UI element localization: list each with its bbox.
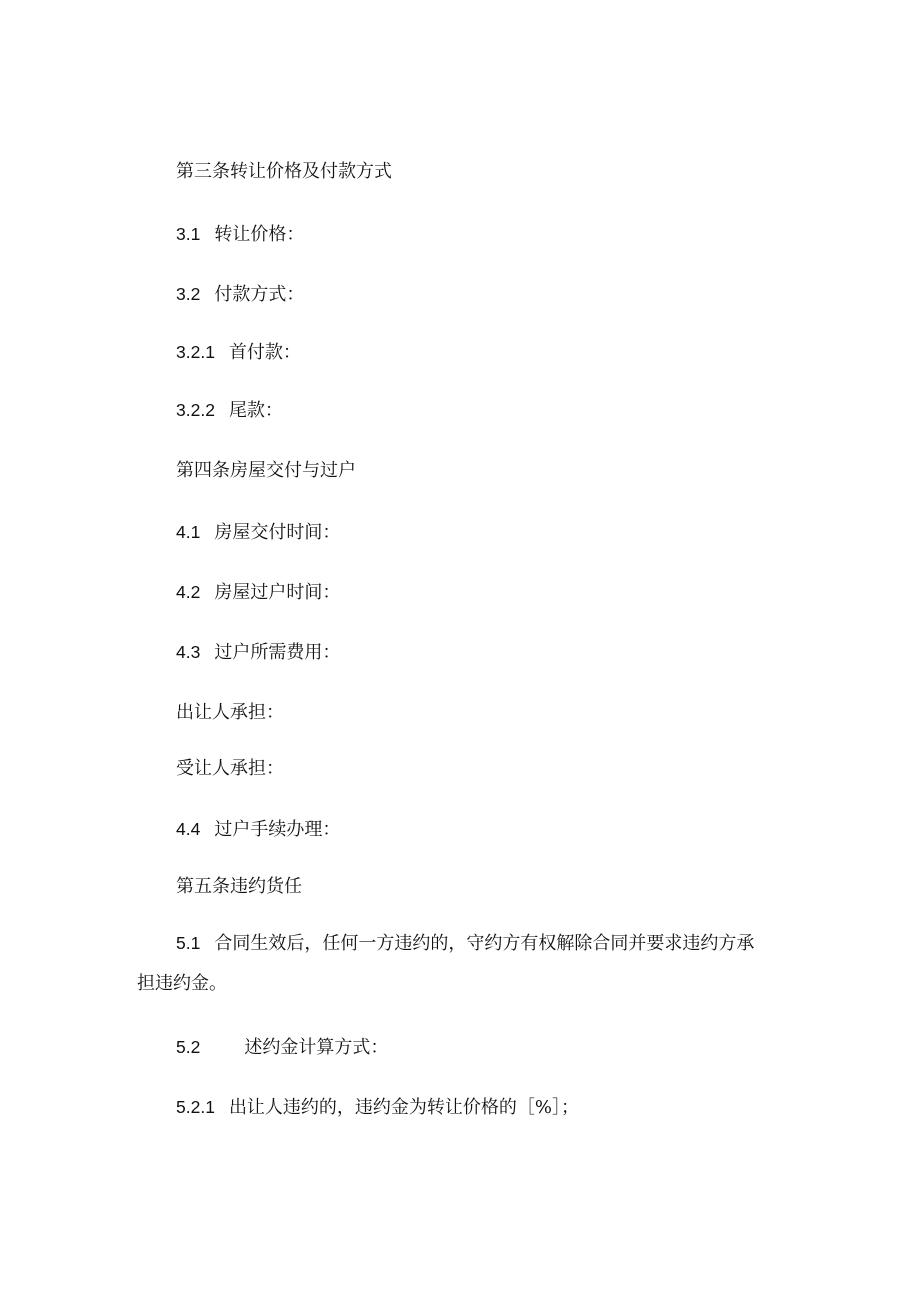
clause-text: 付款方式： [214,284,305,305]
clause-3-2-1 [176,340,301,365]
clause-number: 4.1 [176,522,201,542]
clause-text: 房屋过户时间： [214,582,341,603]
clause-text: 尾款： [228,400,283,421]
clause-text-line1: 合同生效后，任何一方违约的，守约方有权解除合同并要求违约方承 [214,933,755,954]
clause-4-4 [176,817,340,842]
clause-number: 4.4 [176,819,201,839]
clause-text: 首付款： [228,342,301,363]
clause-4-3 [176,640,340,665]
clause-text: 出让人违约的，违约金为转让价格的［%］； [228,1097,580,1118]
clause-text: 房屋交付时间： [214,522,341,543]
clause-number: 3.2.2 [176,400,215,420]
clause-text: 过户所需费用： [214,642,341,663]
clause-number: 3.2 [176,284,201,304]
clause-5-2 [176,1035,388,1060]
clause-number: 4.2 [176,582,201,602]
clause-4-1 [176,520,340,545]
clause-number: 5.2 [176,1037,201,1057]
clause-5-1 [176,931,754,956]
clause-5-1-continuation: 担违约金。 [137,973,227,994]
clause-5-2-1 [176,1095,579,1120]
clause-3-2 [176,282,304,307]
clause-text: 述约金计算方式： [244,1037,389,1058]
clause-3-1 [176,222,304,247]
article-4-title: 第四条房屋交付与过户 [176,460,356,481]
clause-number: 5.2.1 [176,1097,215,1117]
article-5-title: 第五条违约货任 [176,876,302,897]
clause-text: 转让价格： [214,224,305,245]
clause-4-3-buyer: 受让人承担： [176,758,284,779]
clause-number: 3.1 [176,224,201,244]
article-3-title: 第三条转让价格及付款方式 [176,161,392,182]
clause-4-3-seller: 出让人承担： [176,702,284,723]
clause-3-2-2 [176,398,283,423]
clause-text: 过户手续办理： [214,819,341,840]
clause-4-2 [176,580,340,605]
clause-number: 5.1 [176,933,201,953]
clause-number: 3.2.1 [176,342,215,362]
clause-number: 4.3 [176,642,201,662]
